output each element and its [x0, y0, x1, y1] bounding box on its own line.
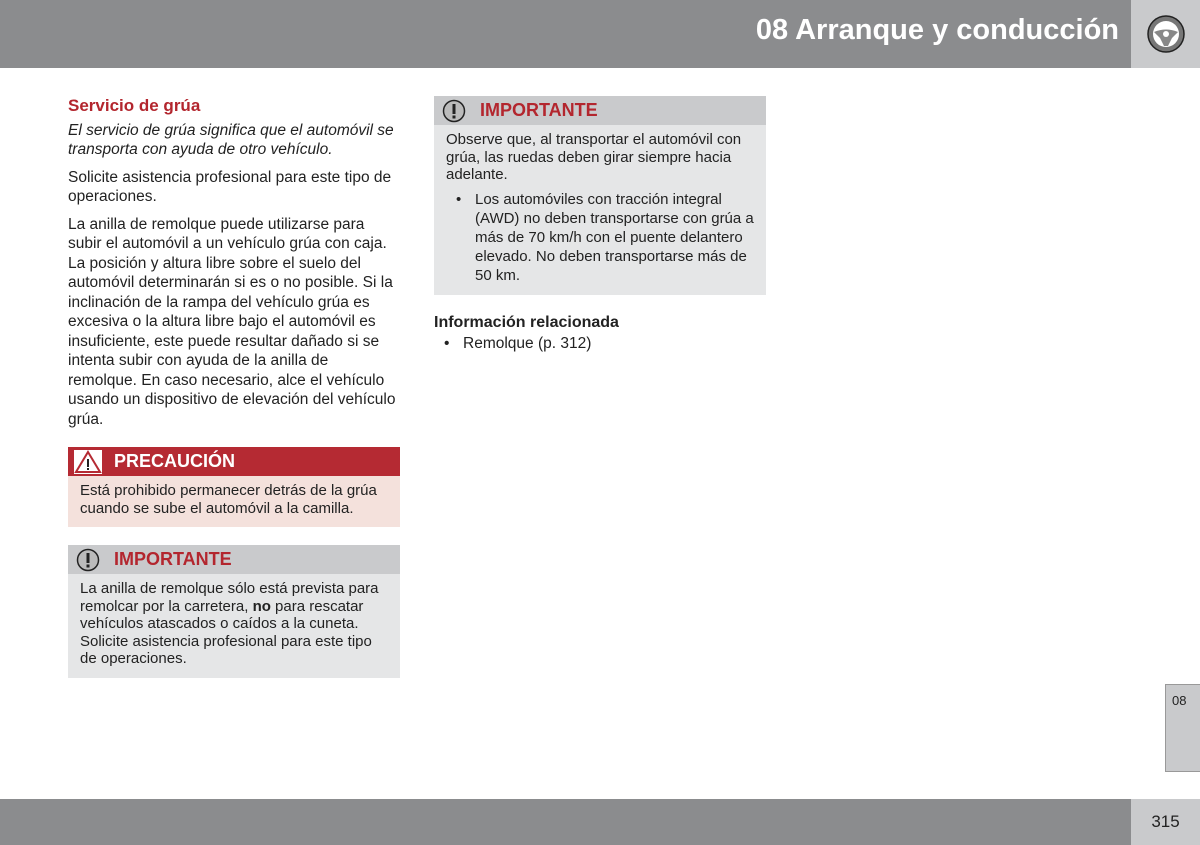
- important-title: IMPORTANTE: [114, 548, 232, 569]
- bold-text: no: [252, 597, 271, 615]
- important-text: [68, 574, 400, 678]
- section-heading: Servicio de grúa: [68, 96, 201, 115]
- important-text: Observe que, al transportar el automóvil con grúa, las ruedas deben girar siempre hacia adelante.: [446, 131, 742, 183]
- footer-bar: [0, 799, 1131, 845]
- intro-text: El servicio de grúa significa que el automóvil se transporta con ayuda de otro vehículo.: [68, 121, 394, 158]
- important-body: [434, 125, 766, 295]
- paragraph: La anilla de remolque puede utilizarse para subir el automóvil a un vehículo grúa con caja. La posición y altura libre sobre el suelo del automóvil determinarán si es o no posible. Si la inclinación de la rampa del vehículo grúa es excesiva o la altura libre bajo el automóvil es insuficiente, este puede resultar dañado si se intenta subir con ayuda de la anilla de remolque. En caso necesario, alce el vehículo usando un dispositivo de elevación del vehículo grúa.: [68, 215, 396, 428]
- chapter-title: 08 Arranque y conducción: [755, 14, 1119, 46]
- text: La anilla de remolque sólo está prevista para remolcar por la carretera,: [80, 580, 379, 615]
- related-heading: Información relacionada: [434, 313, 619, 331]
- important-title: IMPORTANTE: [480, 99, 598, 120]
- left-column: [68, 96, 400, 678]
- steering-wheel-icon: [1131, 0, 1200, 68]
- exclamation-icon: [74, 548, 102, 572]
- caution-box: [68, 447, 400, 527]
- caution-title: PRECAUCIÓN: [114, 450, 236, 471]
- caution-text: Está prohibido permanecer detrás de la grúa cuando se sube el automóvil a la camilla.: [68, 476, 400, 527]
- important-box: [68, 545, 400, 678]
- important-box: [434, 96, 766, 295]
- text: para rescatar vehículos atascados o caídos a la cuneta. Solicite asistencia profesional para este tipo de operaciones.: [80, 597, 372, 667]
- page-number: 315: [1131, 799, 1200, 845]
- chapter-tab[interactable]: 08: [1165, 684, 1200, 772]
- paragraph: Solicite asistencia profesional para este tipo de operaciones.: [68, 168, 392, 205]
- bullet-item: • Los automóviles con tracción integral (AWD) no deben transportarse con grúa a más de 70 km/h con el puente delantero elevado. No deben transportarse más de 50 km.: [446, 190, 754, 285]
- chapter-header: [0, 0, 1131, 68]
- right-column: [434, 96, 766, 354]
- warning-triangle-icon: [74, 450, 102, 474]
- exclamation-icon: [440, 99, 468, 123]
- related-link[interactable]: • Remolque (p. 312): [434, 334, 766, 354]
